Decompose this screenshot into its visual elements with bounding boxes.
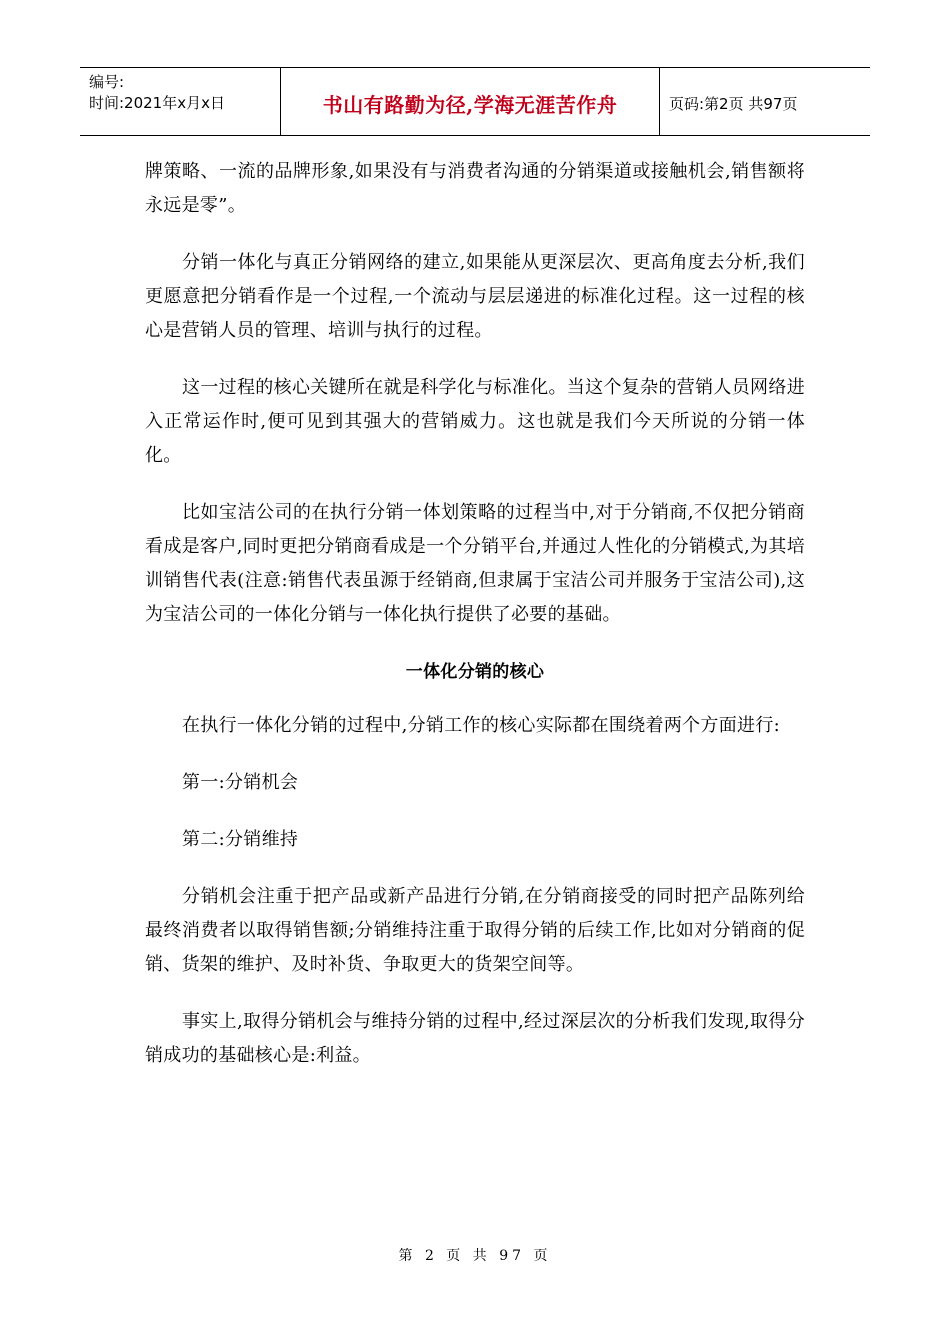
header-motto-cell	[281, 68, 660, 135]
page-footer: 第 2 页 共 97 页	[398, 1248, 552, 1264]
header-meta	[80, 68, 281, 135]
paragraph-continued: 牌策略、一流的品牌形象,如果没有与消费者沟通的分销渠道或接触机会,销售额将永远是零”。	[145, 161, 805, 216]
list-item: 第一:分销机会	[182, 772, 299, 793]
document-date: 时间:2021年x月x日	[89, 94, 225, 112]
document-body	[145, 155, 805, 1096]
header-motto: 书山有路勤为径,学海无涯苦作舟	[322, 93, 618, 117]
paragraph: 在执行一体化分销的过程中,分销工作的核心实际都在围绕着两个方面进行:	[182, 715, 780, 736]
paragraph: 分销机会注重于把产品或新产品进行分销,在分销商接受的同时把产品陈列给最终消费者以取得销售额;分销维持注重于取得分销的后续工作,比如对分销商的促销、货架的维护、及时补货、争取更大的货架空间等。	[145, 886, 805, 975]
paragraph: 这一过程的核心关键所在就是科学化与标准化。当这个复杂的营销人员网络进入正常运作时,便可见到其强大的营销威力。这也就是我们今天所说的分销一体化。	[145, 377, 805, 466]
header-page-info: 页码:第2页 共97页	[669, 95, 798, 113]
paragraph: 事实上,取得分销机会与维持分销的过程中,经过深层次的分析我们发现,取得分销成功的基础核心是:利益。	[145, 1011, 805, 1066]
paragraph: 分销一体化与真正分销网络的建立,如果能从更深层次、更高角度去分析,我们更愿意把分销看作是一个过程,一个流动与层层递进的标准化过程。这一过程的核心是营销人员的管理、培训与执行的过程。	[145, 252, 805, 341]
document-header	[80, 67, 870, 136]
paragraph: 比如宝洁公司的在执行分销一体划策略的过程当中,对于分销商,不仅把分销商看成是客户,同时更把分销商看成是一个分销平台,并通过人性化的分销模式,为其培训销售代表(注意:销售代表虽源于经销商,但隶属于宝洁公司并服务于宝洁公司),这为宝洁公司的一体化分销与一体化执行提供了必要的基础。	[145, 502, 805, 625]
section-title: 一体化分销的核心	[405, 662, 545, 682]
document-code-label: 编号:	[89, 73, 125, 91]
list-item: 第二:分销维持	[182, 829, 299, 850]
